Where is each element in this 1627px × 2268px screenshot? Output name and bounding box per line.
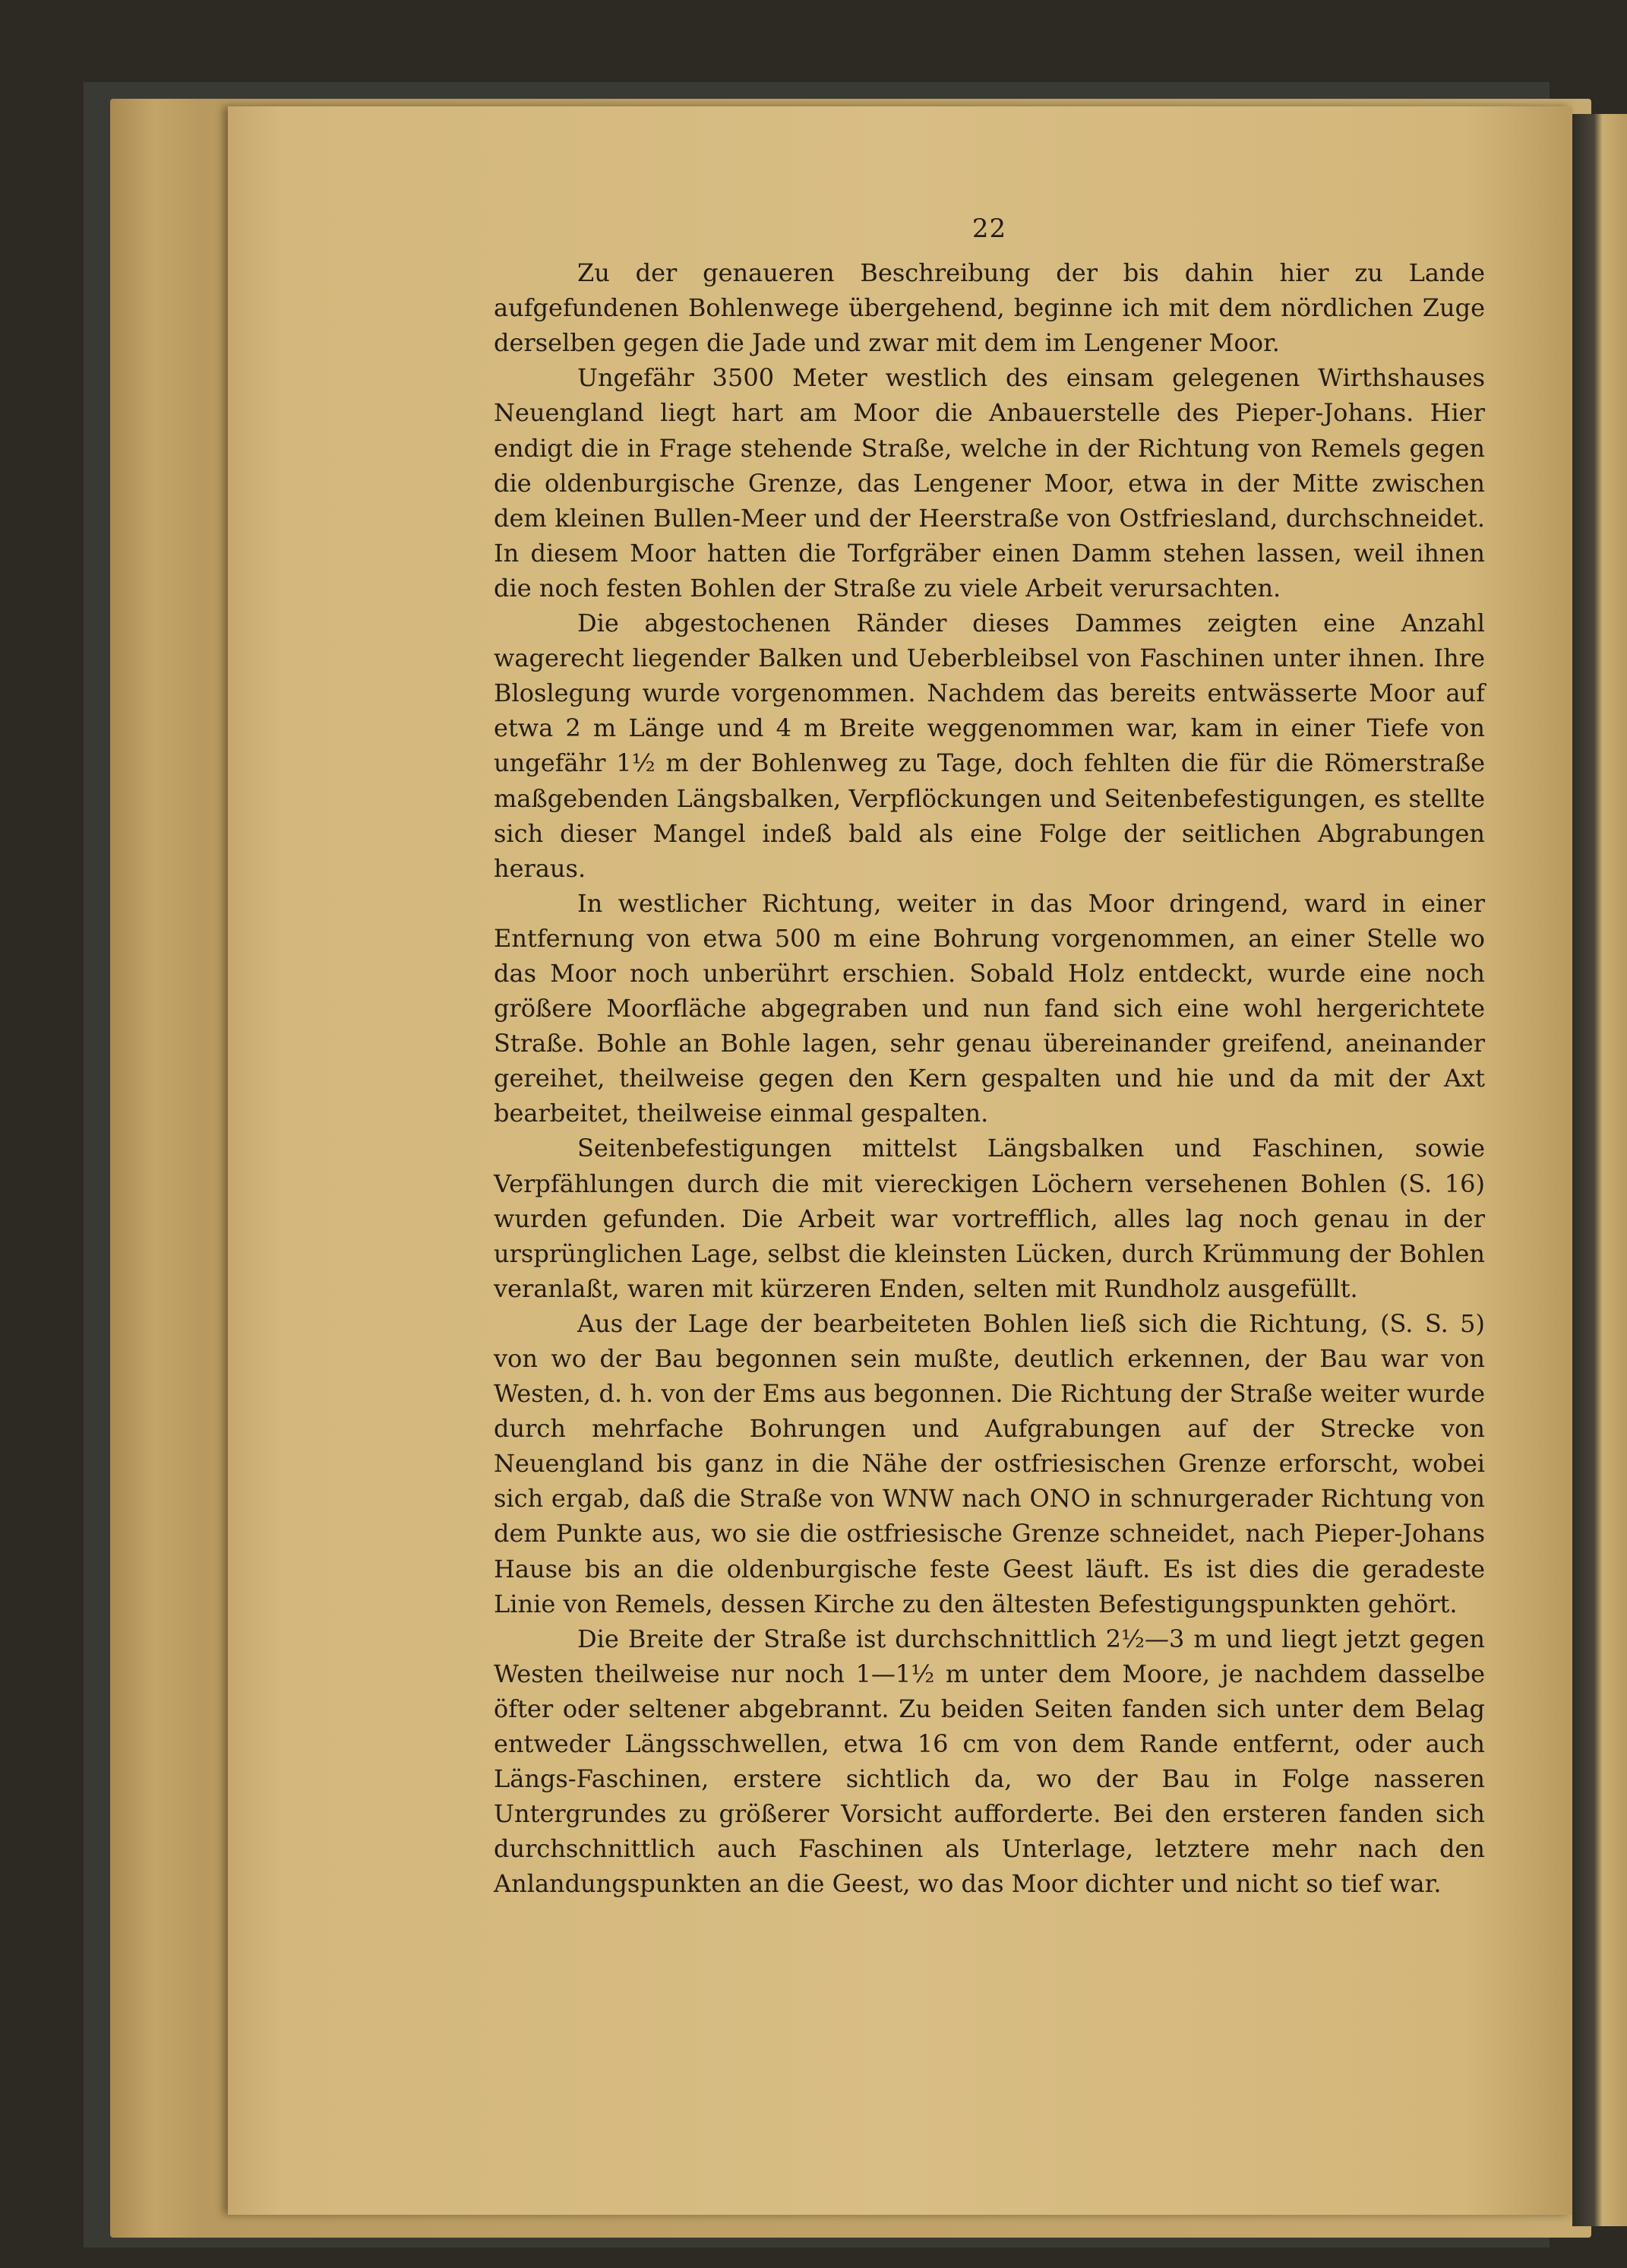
page-text: [494, 211, 1485, 1902]
paragraph-4: In westlicher Richtung, weiter in das Moor dringend, ward in einer Entfernung von etwa 500 m eine Bohrung vorgenommen, an einer Stelle wo das Moor noch unberührt erschien. Sobald Holz entdeckt, wurde eine noch größere Moorfläche abgegraben und nun fand sich eine wohl hergerichtete Straße. Bohle an Bohle lagen, sehr genau übereinander greifend, aneinander gereihet, theilweise gegen den Kern gespalten und hie und da mit der Axt bearbeitet, theilweise einmal gespalten.: [494, 888, 1485, 1128]
paragraph-1: Zu der genaueren Beschreibung der bis dahin hier zu Lande aufgefundenen Bohlenwege übergehend, beginne ich mit dem nördlichen Zuge derselben gegen die Jade und zwar mit dem im Lengener Moor.: [494, 258, 1485, 358]
page-number: 22: [971, 214, 1007, 244]
paragraph-2: Ungefähr 3500 Meter westlich des einsam gelegenen Wirthshauses Neuengland liegt hart am Moor die Anbauerstelle des Pieper-Johans. Hier endigt die in Frage stehende Straße, welche in der Richtung von Remels gegen die oldenburgische Grenze, das Lengener Moor, etwa in der Mitte zwischen dem kleinen Bullen-Meer und der Heerstraße von Ostfriesland, durchschneidet. In diesem Moor hatten die Torfgräber einen Damm stehen lassen, weil ihnen die noch festen Bohlen der Straße zu viele Arbeit verursachten.: [494, 363, 1485, 603]
paragraph-6: Aus der Lage der bearbeiteten Bohlen ließ sich die Richtung, (S. S. 5) von wo der Bau begonnen sein mußte, deutlich erkennen, der Bau war von Westen, d. h. von der Ems aus begonnen. Die Richtung der Straße weiter wurde durch mehrfache Bohrungen und Aufgrabungen auf der Strecke von Neuengland bis ganz in die Nähe der ostfriesischen Grenze erforscht, wobei sich ergab, daß die Straße von WNW nach ONO in schnurgerader Richtung von dem Punkte aus, wo sie die ostfriesische Grenze schneidet, nach Pieper-Johans Hause bis an die oldenburgische feste Geest läuft. Es ist dies die geradeste Linie von Remels, dessen Kirche zu den ältesten Befestigungspunkten gehört.: [494, 1308, 1485, 1618]
paragraph-7: Die Breite der Straße ist durchschnittlich 2½—3 m und liegt jetzt gegen Westen theilweise nur noch 1—1½ m unter dem Moore, je nachdem dasselbe öfter oder seltener abgebrannt. Zu beiden Seiten fanden sich unter dem Belag entweder Längsschwellen, etwa 16 cm von dem Rande entfernt, oder auch Längs-Faschinen, erstere sichtlich da, wo der Bau in Folge nasseren Untergrundes zu größerer Vorsicht aufforderte. Bei den ersteren fanden sich durchschnittlich auch Faschinen als Unterlage, letztere mehr nach den Anlandungspunkten an die Geest, wo das Moor dichter und nicht so tief war.: [494, 1624, 1485, 1899]
facing-page-edge: [1572, 114, 1627, 2226]
paragraph-3: Die abgestochenen Ränder dieses Dammes zeigten eine Anzahl wagerecht liegender Balken und Ueberbleibsel von Faschinen unter ihnen. Ihre Bloslegung wurde vorgenommen. Nachdem das bereits entwässerte Moor auf etwa 2 m Länge und 4 m Breite weggenommen war, kam in einer Tiefe von ungefähr 1½ m der Bohlenweg zu Tage, doch fehlten die für die Römerstraße maßgebenden Längsbalken, Verpflöckungen und Seitenbefestigungen, es stellte sich dieser Mangel indeß bald als eine Folge der seitlichen Abgrabungen heraus.: [494, 609, 1485, 883]
paragraph-5: Seitenbefestigungen mittelst Längsbalken und Faschinen, sowie Verpfählungen durch die mit viereckigen Löchern versehenen Bohlen (S. 16) wurden gefunden. Die Arbeit war vortrefflich, alles lag noch genau in der ursprünglichen Lage, selbst die kleinsten Lücken, durch Krümmung der Bohlen veranlaßt, waren mit kürzeren Enden, selten mit Rundholz ausgefüllt.: [494, 1134, 1485, 1303]
